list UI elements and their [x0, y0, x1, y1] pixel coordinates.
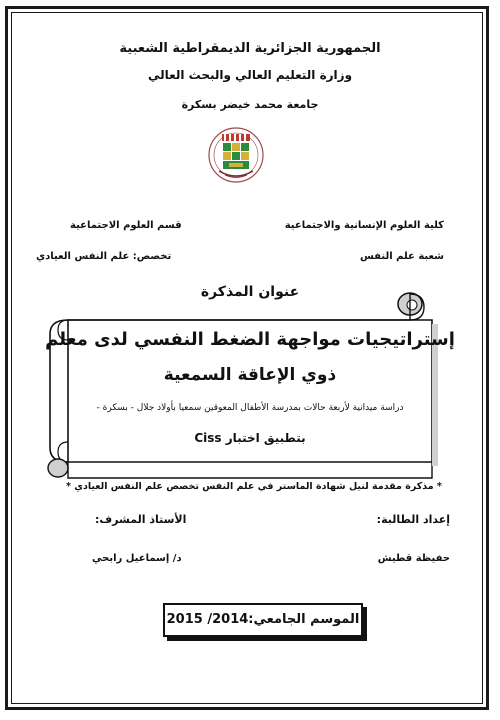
university-emblem-icon: [207, 125, 265, 187]
prepared-by-label: إعداد الطالبة:: [376, 513, 450, 526]
republic-heading: الجمهورية الجزائرية الديمقراطية الشعبية: [119, 41, 381, 56]
thesis-title-line1: إستراتيجيات مواجهة الضغط النفسي لدى معلم: [45, 329, 455, 350]
thesis-title-line2: ذوي الإعاقة السمعية: [163, 365, 337, 385]
department-label: قسم العلوم الاجتماعية: [70, 220, 182, 231]
ministry-heading: وزارة التعليم العالي والبحث العالي: [147, 68, 353, 82]
academic-season: الموسم الجامعي:2014/ 2015: [166, 612, 360, 627]
college-label: كلية العلوم الإنسانية والاجتماعية: [284, 220, 444, 231]
university-heading: جامعة محمد خيضر بسكرة: [181, 98, 319, 111]
student-name: حفيظة قطيش: [377, 553, 450, 564]
test-application: بتطبيق اختبار Ciss: [194, 431, 306, 445]
title-scroll-frame: [40, 290, 462, 480]
supervisor-name: د/ إسماعيل رابحي: [92, 553, 182, 564]
study-description: دراسة ميدانية لأربعة حالات بمدرسة الأطفال المعوقين سمعيا بأولاد جلال - بسكرة -: [96, 403, 404, 413]
supervisor-label: الأستاذ المشرف:: [95, 513, 187, 526]
memo-note: * مذكرة مقدمة لنيل شهادة الماستر في علم النفس تخصص علم النفس العيادي *: [66, 481, 442, 492]
branch-label: شعبة علم النفس: [360, 251, 444, 262]
specialty-label: تخصص: علم النفس العيادي: [36, 251, 172, 262]
memo-title-label: عنوان المذكرة: [200, 284, 300, 300]
